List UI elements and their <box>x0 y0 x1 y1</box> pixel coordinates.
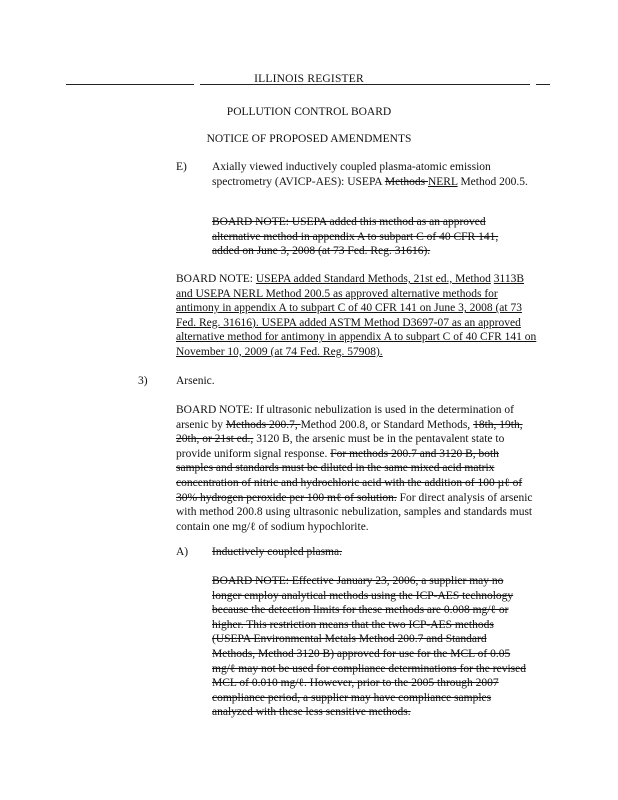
register-title: ILLINOIS REGISTER <box>254 73 364 85</box>
board-note-arsenic <box>176 403 538 534</box>
arsenic-note-struck-c: For methods 200.7 and 3120 B, both samples and standards must be diluted in the same mixed acid matrix concentration of nitric and hydrochloric acid with the addition of 100 µℓ of 30% hydrogen peroxide per 100 mℓ of solution. <box>176 447 523 504</box>
arsenic-note-c: Method 200.8, or Standard Methods, <box>300 418 474 431</box>
item-e-text-c: Method 200.5. <box>457 175 528 188</box>
board-title: POLLUTION CONTROL BOARD <box>226 106 392 118</box>
item-e-text <box>212 160 534 189</box>
board-note-antimony-insert-b: 3113B and USEPA NERL Method 200.5 as approved alternative methods for antimony in appendix A to subpart C of 40 CFR 141 on June 3, 2008 (at 73 Fed. Reg. 31616). USEPA added ASTM Method D3697-07 as an approved alternative method for antimony in appendix A to subpart C of 40 CFR 141 on November 10, 2009 (at 74 Fed. Reg. 57908). <box>176 273 537 358</box>
arsenic-note-e: 3120 B, the arsenic must be in the pentavalent state to provide uniform signal response. <box>176 433 505 460</box>
board-note-antimony <box>176 272 538 360</box>
item-e-board-note-struck: BOARD NOTE: USEPA added this method as an approved alternative method in appendix A to subpart C of 40 CFR 141, added on June 3, 2008 (at 73 Fed. Reg. 31616). <box>212 216 499 258</box>
item-a-label: A) <box>176 546 189 558</box>
arsenic-note-g: For direct analysis of arsenic with method 200.8 using ultrasonic nebulization, samples and standards must contain one mg/ℓ of sodium hypochlorite. <box>176 491 533 533</box>
item-a-board-note-struck: BOARD NOTE: Effective January 23, 2006, a supplier may no longer employ analytical methods using the ICP-AES technology because the detection limits for these methods are 0.008 mg/ℓ or higher. This restriction means that the two ICP-AES methods (USEPA Environmental Metals Method 200.7 and Standard Methods, Method 3120 B) approved for use for the MCL of 0.05 mg/ℓ may not be used for compliance determinations for the revised MCL of 0.010 mg/ℓ. However, prior to the 2005 through 2007 compliance period, a supplier may have compliance samples analyzed with these less sensitive methods. <box>212 575 526 719</box>
item-3-label: 3) <box>138 375 148 387</box>
item-e-text-a: Axially viewed inductively coupled plasma-atomic emission spectrometry (AVICP-AES): <box>212 161 491 188</box>
item-e-label: E) <box>176 161 187 173</box>
board-note-antimony-label: BOARD NOTE: <box>176 273 256 285</box>
board-note-antimony-insert-a: USEPA added Standard Methods, 21st ed., Method <box>255 273 491 285</box>
arsenic-note-a: BOARD NOTE: If ultrasonic nebulization is used in the determination of arsenic by <box>176 404 514 431</box>
item-e-text-b: USEPA <box>347 175 385 188</box>
item-e-inserted: NERL <box>427 175 458 188</box>
item-a-title-struck: Inductively coupled plasma. <box>212 546 342 558</box>
arsenic-note-struck-a: Methods 200.7, <box>225 418 301 431</box>
arsenic-note-struck-b: 18th, 19th, 20th, or 21st ed., <box>176 418 523 446</box>
notice-title: NOTICE OF PROPOSED AMENDMENTS <box>206 133 412 145</box>
item-e-struck: Methods <box>384 175 428 188</box>
item-3-title: Arsenic. <box>176 375 215 387</box>
